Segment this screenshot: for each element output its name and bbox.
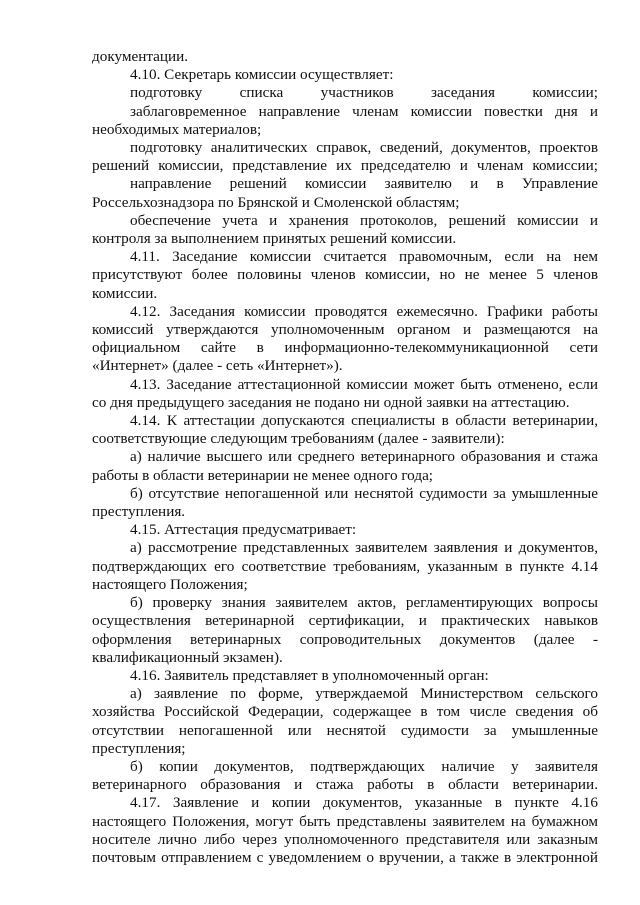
- list-item: а) заявление по форме, утверждаемой Министерством сельского хозяйства Российской Федерации, содержащее в том числе сведения об отсутствии непогашенной или неснятой судимости за умышленные преступления;: [92, 685, 598, 757]
- list-item: обеспечение учета и хранения протоколов, решений комиссии и контроля за выполнением принятых решений комиссии.: [92, 211, 598, 248]
- section-heading: 4.15. Аттестация предусматривает:: [130, 521, 357, 539]
- paragraph: 4.14. К аттестации допускаются специалисты в области ветеринарии, соответствующие следующим требованиям (далее - заявители):: [92, 412, 598, 448]
- list-item: а) наличие высшего или среднего ветеринарного образования и стажа работы в области ветеринарии не менее одного года;: [92, 448, 598, 484]
- list-item: б) проверку знания заявителем актов, регламентирующих вопросы осуществления ветеринарной сертификации, и практических навыков оформления ветеринарных сопроводительных документов (далее - квалификационный экзамен).: [92, 594, 598, 666]
- list-item: направление решений комиссии заявителю и в Управление Россельхознадзора по Брянской и Смоленской областям;: [92, 175, 598, 211]
- paragraph: 4.12. Заседания комиссии проводятся ежемесячно. Графики работы комиссий утверждаются уполномоченным органом и размещаются на официальном сайте в информационно-телекоммуникационной сети «Интернет» (далее - сеть «Интернет»).: [92, 302, 598, 375]
- paragraph: 4.13. Заседание аттестационной комиссии может быть отменено, если со дня предыдущего заседания не подано ни одной заявки на аттестацию.: [92, 375, 598, 411]
- list-item: заблаговременное направление членам комиссии повестки дня и необходимых материалов;: [92, 102, 598, 138]
- list-item: б) копии документов, подтверждающих наличие у заявителя ветеринарного образования и стажа работы в области ветеринарии.: [92, 757, 598, 794]
- paragraph: 4.17. Заявление и копии документов, указанные в пункте 4.16 настоящего Положения, могут быть представлены заявителем на бумажном носителе лично либо через уполномоченного представителя или заказным почтовым отправлением с уведомлением о вручении, а также в электронной: [92, 794, 598, 866]
- paragraph: документации.: [92, 48, 189, 65]
- list-item: подготовку аналитических справок, сведений, документов, проектов решений комиссии, представление их председателю и членам комиссии;: [92, 139, 598, 175]
- section-heading: 4.16. Заявитель представляет в уполномоченный орган:: [130, 666, 489, 684]
- list-item: б) отсутствие непогашенной или неснятой судимости за умышленные преступления.: [92, 484, 598, 521]
- list-item: подготовку списка участников заседания комиссии;: [130, 84, 598, 102]
- section-heading: 4.10. Секретарь комиссии осуществляет:: [130, 66, 394, 84]
- list-item: а) рассмотрение представленных заявителем заявления и документов, подтверждающих его соответствие требованиям, указанным в пункте 4.14 настоящего Положения;: [92, 539, 598, 593]
- paragraph: 4.11. Заседание комиссии считается правомочным, если на нем присутствуют более половины членов комиссии, но не менее 5 членов комиссии.: [92, 248, 598, 302]
